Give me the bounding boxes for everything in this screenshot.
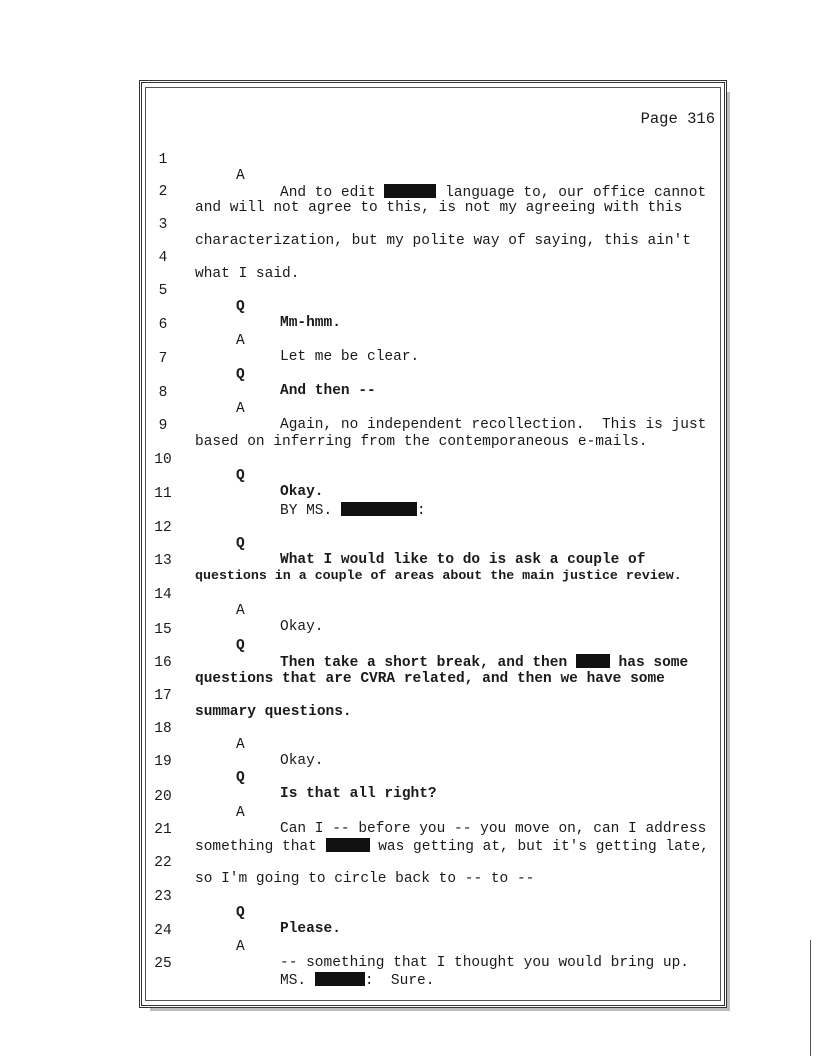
line-number: 25 <box>154 956 172 972</box>
text-segment: MS. <box>280 973 315 989</box>
page-number: Page 316 <box>640 110 715 128</box>
speaker-label: A <box>236 168 245 184</box>
line-text: and will not agree to this, is not my agreeing with this <box>195 200 683 216</box>
line-number: 4 <box>158 250 168 266</box>
frame-shadow-bottom <box>150 1008 730 1011</box>
line-number: 12 <box>154 520 172 536</box>
line-text: Let me be clear. <box>280 349 420 365</box>
text-segment: BY MS. <box>280 503 341 519</box>
line-text: Again, no independent recollection. This is just <box>280 417 707 433</box>
line-number: 16 <box>154 655 172 671</box>
line-number: 15 <box>154 622 172 638</box>
speaker-label: Q <box>236 468 245 484</box>
text-segment: language to, our office cannot <box>436 185 707 201</box>
speaker-label: A <box>236 805 245 821</box>
text-segment: : <box>416 503 426 519</box>
speaker-label: A <box>236 939 245 955</box>
speaker-label: A <box>236 603 245 619</box>
transcript-line-22 <box>0 839 816 887</box>
line-number: 7 <box>158 351 168 367</box>
line-text: questions in a couple of areas about the main justice review. <box>195 568 682 583</box>
line-number: 23 <box>154 889 172 905</box>
line-text: summary questions. <box>195 704 352 720</box>
line-text: Okay. <box>280 484 324 500</box>
line-number: 2 <box>158 184 168 200</box>
speaker-label: Q <box>236 770 245 786</box>
line-number: 22 <box>154 855 172 871</box>
line-text: questions that are CVRA related, and then we have some <box>195 671 665 687</box>
line-text: so I'm going to circle back to -- to -- <box>195 871 535 887</box>
line-text: what I said. <box>195 266 300 282</box>
line-number: 18 <box>154 721 172 737</box>
text-segment: has some <box>609 655 689 671</box>
line-text: Is that all right? <box>280 786 437 802</box>
line-text <box>280 972 434 989</box>
line-number: 8 <box>158 385 168 401</box>
text-segment: Then take a short break, and then <box>280 655 576 671</box>
line-text: Okay. <box>280 753 324 769</box>
line-number: 17 <box>154 688 172 704</box>
line-number: 14 <box>154 587 172 603</box>
line-number: 13 <box>154 553 172 569</box>
line-text: What I would like to do is ask a couple of <box>280 552 646 568</box>
speaker-label: A <box>236 737 245 753</box>
line-number: 3 <box>158 217 168 233</box>
line-text: Okay. <box>280 619 324 635</box>
text-segment: something that <box>195 839 326 855</box>
line-number: 24 <box>154 923 172 939</box>
line-text: Can I -- before you -- you move on, can I address <box>280 821 707 837</box>
line-number: 9 <box>158 418 168 434</box>
line-number: 5 <box>158 283 168 299</box>
speaker-label: A <box>236 401 245 417</box>
line-number: 21 <box>154 822 172 838</box>
transcript-line-1 <box>0 136 816 201</box>
redaction-bar <box>315 972 365 986</box>
transcript-line-5 <box>0 267 816 331</box>
speaker-label: Q <box>236 905 245 921</box>
line-number: 19 <box>154 754 172 770</box>
text-segment: : Sure. <box>364 973 435 989</box>
speaker-label: A <box>236 333 245 349</box>
line-text: characterization, but my polite way of saying, this ain't <box>195 233 691 249</box>
speaker-label: Q <box>236 536 245 552</box>
speaker-label: Q <box>236 299 245 315</box>
line-number: 11 <box>154 486 172 502</box>
line-number: 1 <box>158 152 168 168</box>
line-number: 20 <box>154 789 172 805</box>
text-segment: was getting at, but it's getting late, <box>369 839 709 855</box>
line-number: 10 <box>154 452 172 468</box>
line-text: -- something that I thought you would bring up. <box>280 955 689 971</box>
transcript-line-17 <box>0 672 816 720</box>
transcript-line-3 <box>0 201 816 249</box>
speaker-label: Q <box>236 638 245 654</box>
line-number: 6 <box>158 317 168 333</box>
transcript-line-4 <box>0 234 816 282</box>
line-text: And then -- <box>280 383 376 399</box>
line-text: based on inferring from the contemporaneous e-mails. <box>195 434 648 450</box>
text-segment: And to edit <box>280 185 385 201</box>
line-text: Mm-hmm. <box>280 315 341 331</box>
line-text: Please. <box>280 921 341 937</box>
speaker-label: Q <box>236 367 245 383</box>
